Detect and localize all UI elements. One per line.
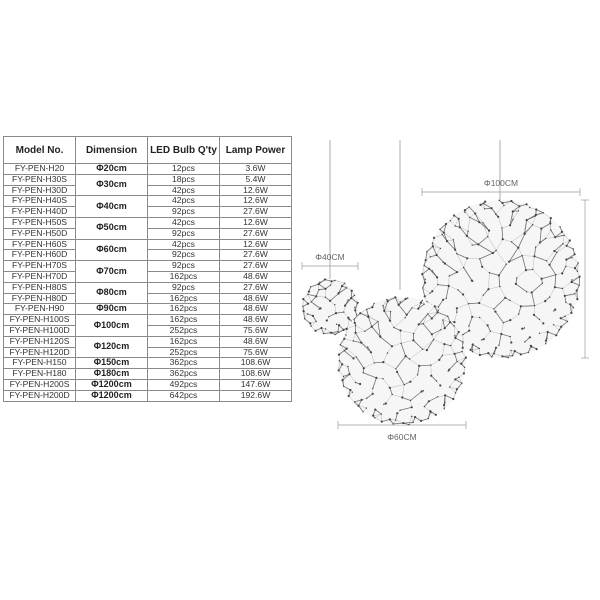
cell-model: FY-PEN-H30D bbox=[4, 185, 76, 196]
cell-model: FY-PEN-H120D bbox=[4, 347, 76, 358]
cell-bulbs: 162pcs bbox=[148, 336, 220, 347]
cell-bulbs: 162pcs bbox=[148, 271, 220, 282]
cell-power: 48.6W bbox=[220, 271, 292, 282]
table-row bbox=[4, 250, 292, 261]
cell-model: FY-PEN-H200S bbox=[4, 379, 76, 390]
cell-bulbs: 12pcs bbox=[148, 164, 220, 175]
cell-bulbs: 18pcs bbox=[148, 174, 220, 185]
pendant-lamp-illustration bbox=[280, 140, 596, 460]
cell-bulbs: 492pcs bbox=[148, 379, 220, 390]
cell-dimension: Φ60cm bbox=[76, 239, 148, 261]
cell-model: FY-PEN-H20 bbox=[4, 164, 76, 175]
cell-power: 75.6W bbox=[220, 347, 292, 358]
cell-power: 27.6W bbox=[220, 250, 292, 261]
cell-model: FY-PEN-H150 bbox=[4, 358, 76, 369]
cell-bulbs: 162pcs bbox=[148, 304, 220, 315]
table-row bbox=[4, 293, 292, 304]
cell-power: 48.6W bbox=[220, 293, 292, 304]
cell-model: FY-PEN-H80S bbox=[4, 282, 76, 293]
cell-bulbs: 92pcs bbox=[148, 282, 220, 293]
cell-power: 12.6W bbox=[220, 185, 292, 196]
table-row bbox=[4, 239, 292, 250]
label-medium: Φ60CM bbox=[387, 432, 417, 442]
cell-bulbs: 42pcs bbox=[148, 196, 220, 207]
table-row bbox=[4, 207, 292, 218]
cell-model: FY-PEN-H100S bbox=[4, 315, 76, 326]
cell-model: FY-PEN-H120S bbox=[4, 336, 76, 347]
cell-model: FY-PEN-H60D bbox=[4, 250, 76, 261]
sphere-medium bbox=[338, 296, 467, 425]
cell-bulbs: 42pcs bbox=[148, 185, 220, 196]
cell-bulbs: 362pcs bbox=[148, 358, 220, 369]
cell-dimension: Φ150cm bbox=[76, 358, 148, 369]
header-model: Model No. bbox=[4, 137, 76, 164]
cell-bulbs: 42pcs bbox=[148, 217, 220, 228]
cell-model: FY-PEN-H40D bbox=[4, 207, 76, 218]
cell-bulbs: 252pcs bbox=[148, 325, 220, 336]
cell-model: FY-PEN-H50D bbox=[4, 228, 76, 239]
cell-model: FY-PEN-H50S bbox=[4, 217, 76, 228]
header-power: Lamp Power bbox=[220, 137, 292, 164]
cell-model: FY-PEN-H70D bbox=[4, 271, 76, 282]
cell-power: 3.6W bbox=[220, 164, 292, 175]
cell-power: 5.4W bbox=[220, 174, 292, 185]
cell-power: 48.6W bbox=[220, 315, 292, 326]
label-small: Φ40CM bbox=[315, 252, 345, 262]
table-row bbox=[4, 304, 292, 315]
table-row bbox=[4, 369, 292, 380]
table-row bbox=[4, 196, 292, 207]
cell-power: 192.6W bbox=[220, 390, 292, 401]
cell-model: FY-PEN-H40S bbox=[4, 196, 76, 207]
cell-power: 108.6W bbox=[220, 358, 292, 369]
table-row bbox=[4, 390, 292, 401]
cell-dimension: Φ80cm bbox=[76, 282, 148, 304]
cell-power: 27.6W bbox=[220, 228, 292, 239]
cell-dimension: Φ50cm bbox=[76, 217, 148, 239]
cell-power: 12.6W bbox=[220, 239, 292, 250]
table-row bbox=[4, 315, 292, 326]
table-header-row bbox=[4, 137, 292, 164]
table-row bbox=[4, 358, 292, 369]
table-row bbox=[4, 261, 292, 272]
cell-model: FY-PEN-H30S bbox=[4, 174, 76, 185]
cell-model: FY-PEN-H60S bbox=[4, 239, 76, 250]
cell-bulbs: 92pcs bbox=[148, 261, 220, 272]
cell-power: 108.6W bbox=[220, 369, 292, 380]
cell-bulbs: 92pcs bbox=[148, 228, 220, 239]
table-row bbox=[4, 336, 292, 347]
cell-bulbs: 362pcs bbox=[148, 369, 220, 380]
cell-bulbs: 252pcs bbox=[148, 347, 220, 358]
cell-power: 75.6W bbox=[220, 325, 292, 336]
cell-bulbs: 92pcs bbox=[148, 250, 220, 261]
cell-power: 27.6W bbox=[220, 261, 292, 272]
cell-dimension: Φ1200cm bbox=[76, 390, 148, 401]
cell-power: 27.6W bbox=[220, 282, 292, 293]
cell-dimension: Φ30cm bbox=[76, 174, 148, 196]
cell-power: 48.6W bbox=[220, 304, 292, 315]
header-bulbs: LED Bulb Q'ty bbox=[148, 137, 220, 164]
table-row bbox=[4, 185, 292, 196]
table-row bbox=[4, 379, 292, 390]
cell-bulbs: 642pcs bbox=[148, 390, 220, 401]
cell-bulbs: 92pcs bbox=[148, 207, 220, 218]
cell-power: 12.6W bbox=[220, 196, 292, 207]
label-large-top: Φ100CM bbox=[483, 178, 519, 188]
cell-bulbs: 42pcs bbox=[148, 239, 220, 250]
table-row bbox=[4, 228, 292, 239]
cell-model: FY-PEN-H90 bbox=[4, 304, 76, 315]
table-row bbox=[4, 164, 292, 175]
cell-model: FY-PEN-H200D bbox=[4, 390, 76, 401]
cell-bulbs: 162pcs bbox=[148, 315, 220, 326]
table-row bbox=[4, 282, 292, 293]
spec-table bbox=[3, 136, 292, 402]
cell-power: 48.6W bbox=[220, 336, 292, 347]
header-dimension: Dimension bbox=[76, 137, 148, 164]
cell-model: FY-PEN-H180 bbox=[4, 369, 76, 380]
cell-bulbs: 162pcs bbox=[148, 293, 220, 304]
table-row bbox=[4, 325, 292, 336]
cell-power: 147.6W bbox=[220, 379, 292, 390]
cell-power: 12.6W bbox=[220, 217, 292, 228]
cell-model: FY-PEN-H80D bbox=[4, 293, 76, 304]
table-row bbox=[4, 271, 292, 282]
cell-dimension: Φ100cm bbox=[76, 315, 148, 337]
cell-dimension: Φ40cm bbox=[76, 196, 148, 218]
table-row bbox=[4, 174, 292, 185]
table-row bbox=[4, 347, 292, 358]
cell-model: FY-PEN-H100D bbox=[4, 325, 76, 336]
cell-dimension: Φ1200cm bbox=[76, 379, 148, 390]
cell-power: 27.6W bbox=[220, 207, 292, 218]
cell-model: FY-PEN-H70S bbox=[4, 261, 76, 272]
table-row bbox=[4, 217, 292, 228]
cell-dimension: Φ70cm bbox=[76, 261, 148, 283]
cell-dimension: Φ120cm bbox=[76, 336, 148, 358]
cell-dimension: Φ90cm bbox=[76, 304, 148, 315]
cell-dimension: Φ180cm bbox=[76, 369, 148, 380]
cell-dimension: Φ20cm bbox=[76, 164, 148, 175]
